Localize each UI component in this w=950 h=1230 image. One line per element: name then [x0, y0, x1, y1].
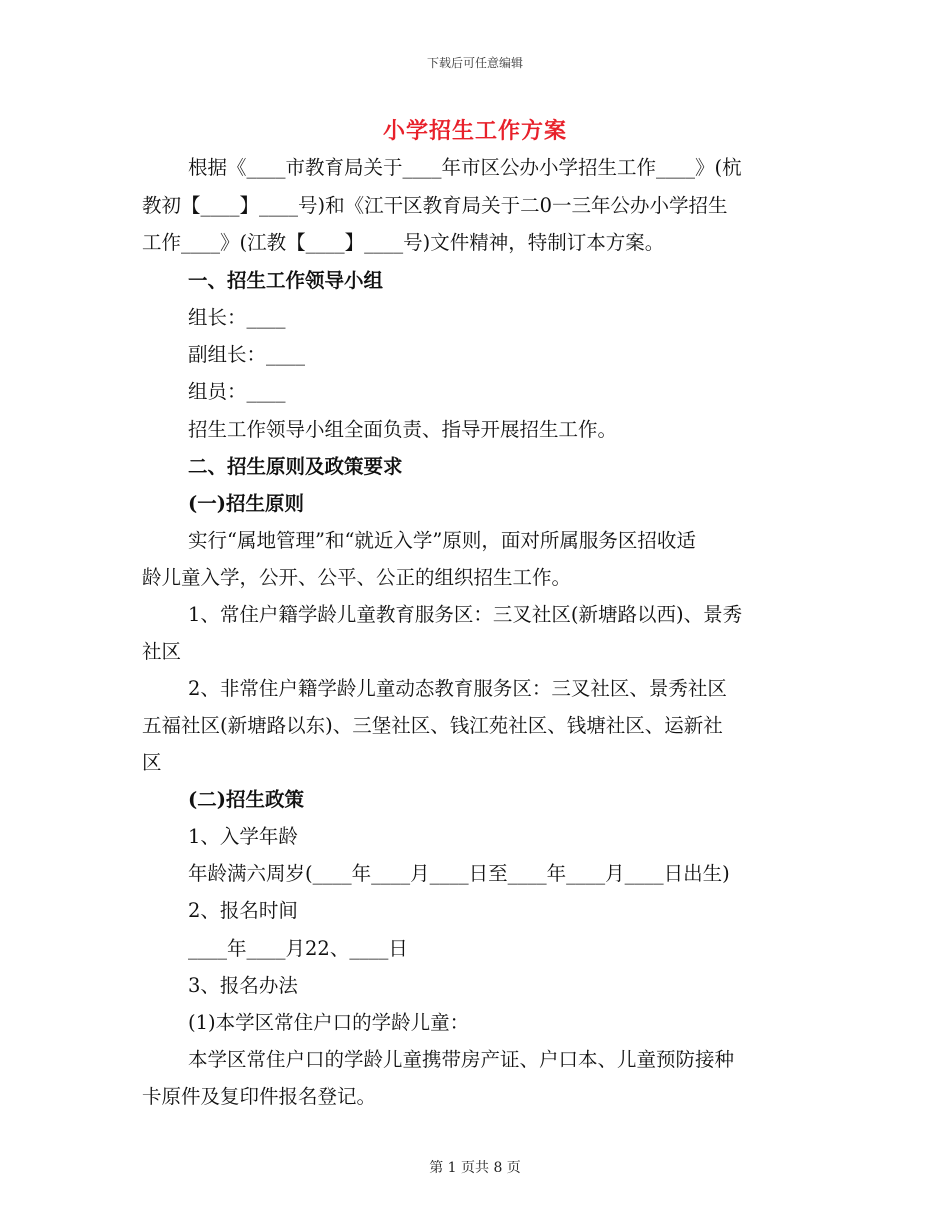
page-number-footer: 第 1 页共 8 页: [429, 1160, 521, 1176]
paragraph-line: 根据《____市教育局关于____年市区公办小学招生工作____》(杭: [188, 156, 742, 179]
page-header-note: 下载后可任意编辑: [426, 56, 523, 70]
paragraph-line: 1、常住户籍学龄儿童教育服务区：三叉社区(新塘路以西)、景秀: [188, 603, 743, 626]
members-line: 组员：____: [188, 380, 286, 403]
item-heading: 2、报名时间: [188, 899, 298, 922]
paragraph-line: 卡原件及复印件报名登记。: [142, 1085, 377, 1108]
paragraph-line: 本学区常住户口的学龄儿童携带房产证、户口本、儿童预防接种: [188, 1048, 735, 1071]
subsection-heading-principles: (一)招生原则: [188, 492, 304, 515]
item-heading: 1、入学年龄: [188, 825, 298, 848]
subsection-heading-policy: (二)招生政策: [188, 788, 304, 811]
section-heading-1: 一、招生工作领导小组: [188, 269, 384, 292]
paragraph-line: 工作____》(江教【____】____号)文件精神，特制订本方案。: [142, 231, 665, 254]
section-heading-2: 二、招生原则及政策要求: [188, 455, 403, 478]
item-heading: 3、报名办法: [188, 974, 298, 997]
paragraph-line: 2、非常住户籍学龄儿童动态教育服务区：三叉社区、景秀社区: [188, 677, 727, 700]
paragraph-line: ____年____月22、____日: [188, 937, 408, 960]
item-subheading: (1)本学区常住户口的学龄儿童：: [188, 1011, 470, 1034]
paragraph-line: 招生工作领导小组全面负责、指导开展招生工作。: [188, 418, 618, 441]
paragraph-line: 实行“属地管理”和“就近入学”原则，面对所属服务区招收适: [188, 529, 696, 552]
paragraph-line: 龄儿童入学，公开、公平、公正的组织招生工作。: [142, 566, 572, 589]
paragraph-line: 社区: [142, 640, 182, 663]
paragraph-line: 区: [142, 751, 162, 774]
deputy-leader-line: 副组长：____: [188, 343, 306, 366]
paragraph-line: 年龄满六周岁(____年____月____日至____年____月____日出生): [188, 862, 730, 885]
paragraph-line: 五福社区(新塘路以东)、三堡社区、钱江苑社区、钱塘社区、运新社: [142, 714, 723, 737]
document-title: 小学招生工作方案: [382, 118, 567, 144]
paragraph-line: 教初【____】____号)和《江干区教育局关于二0一三年公办小学招生: [142, 194, 728, 217]
leader-line: 组长：____: [188, 306, 286, 329]
